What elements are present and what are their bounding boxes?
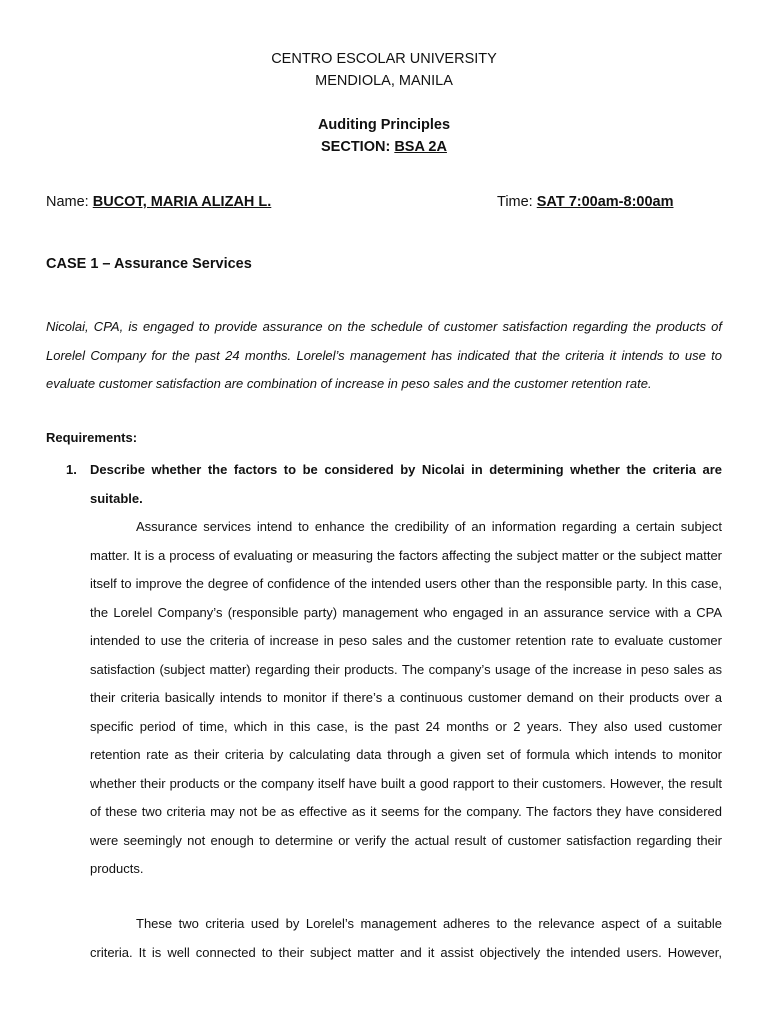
- answer-paragraph-2: These two criteria used by Lorelel’s management adheres to the relevance aspect of a suitable criteria. It is well connected to their subject matter and it assist objectively the intended users. However,: [90, 916, 722, 960]
- requirement-item: [66, 456, 722, 513]
- name-label: Name:: [46, 194, 89, 210]
- answer-paragraph-1: Assurance services intend to enhance the credibility of an information regarding a certain subject matter. It is a process of evaluating or measuring the factors affecting the subject matter or the subject matter itself to improve the degree of confidence of the intended users other than the responsible party. In this case, the Lorelel Company’s (responsible party) management who engaged in an assurance service with a CPA intended to use the criteria of increase in peso sales and the customer retention rate to evaluate customer satisfaction (subject matter) regarding their products. The company’s usage of the increase in peso sales as their criteria basically intends to monitor if there’s a continuous customer demand on their products over a specific period of time, which in this case, is the past 24 months or 2 years. They also used customer retention rate as their criteria by calculating data through a given set of formula which intends to monitor whether their products or the company itself have built a good rapport to their customers. However, the result of these two criteria may not be as effective as it seems for the company. The factors they have considered were seemingly not enough to determine or verify the actual result of customer satisfaction regarding their products.: [90, 519, 722, 876]
- case-title: CASE 1 – Assurance Services: [46, 256, 252, 272]
- university-location: MENDIOLA, MANILA: [315, 73, 453, 89]
- time-line: [497, 191, 674, 213]
- time-label: Time:: [497, 194, 533, 210]
- requirement-question: Describe whether the factors to be considered by Nicolai in determining whether the criteria are suitable.: [90, 462, 722, 506]
- student-name-line: [46, 191, 271, 213]
- section-line: [0, 136, 768, 158]
- name-value: BUCOT, MARIA ALIZAH L.: [92, 194, 272, 210]
- case-scenario: Nicolai, CPA, is engaged to provide assurance on the schedule of customer satisfaction regarding the products of Lorelel Company for the past 24 months. Lorelel’s management has indicated that the criteria it intends to use to evaluate customer satisfaction are combination of increase in peso sales and the customer retention rate.: [46, 319, 722, 391]
- requirement-number: 1.: [66, 462, 77, 477]
- university-name: CENTRO ESCOLAR UNIVERSITY: [271, 51, 497, 67]
- course-title: Auditing Principles: [317, 117, 451, 133]
- section-label: SECTION:: [321, 139, 391, 155]
- time-value: SAT 7:00am-8:00am: [536, 194, 674, 210]
- requirements-heading: Requirements:: [46, 430, 138, 445]
- section-value: BSA 2A: [394, 139, 447, 155]
